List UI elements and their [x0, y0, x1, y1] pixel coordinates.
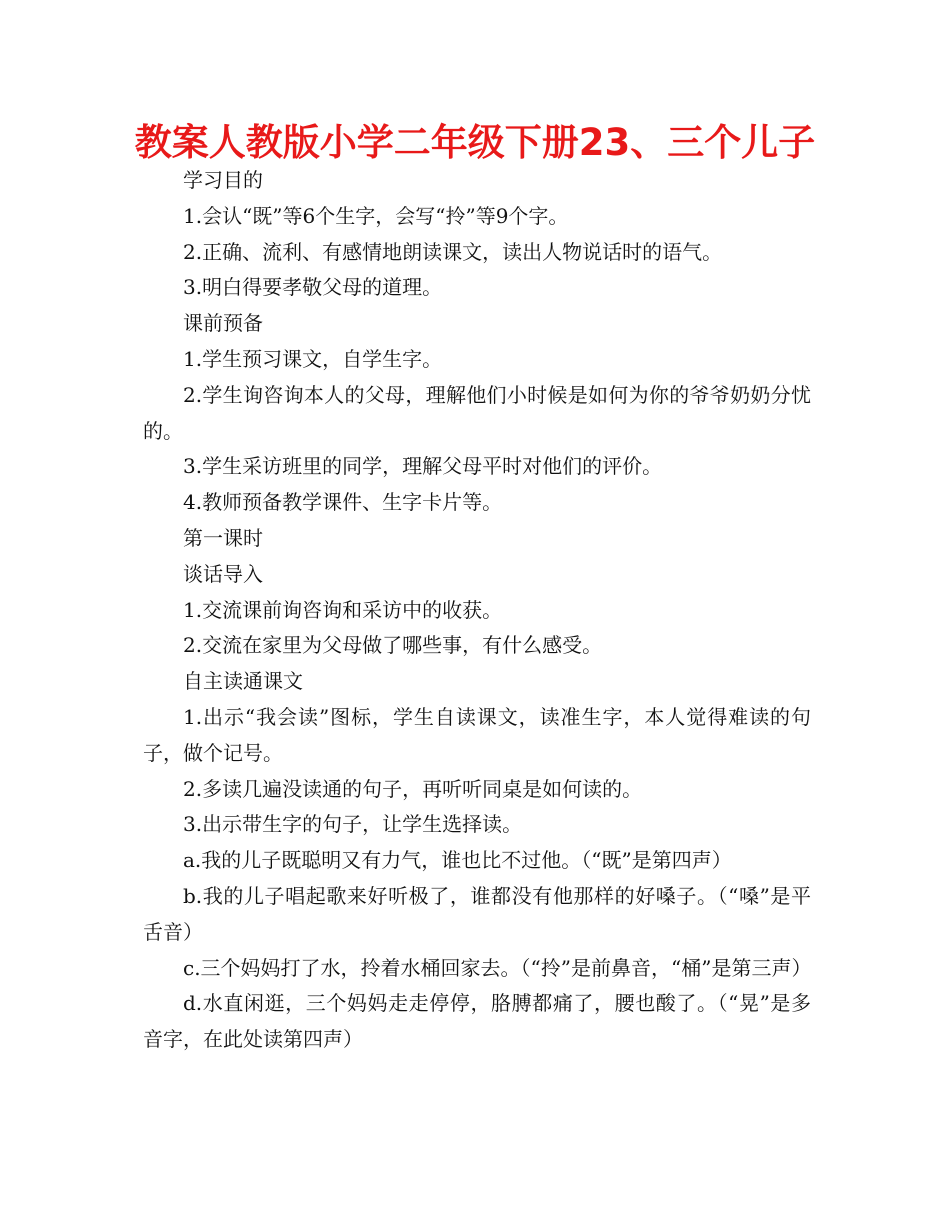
- subsection-heading-introduction: 谈话导入: [183, 561, 263, 586]
- sentence-item-c: c.三个妈妈打了水，拎着水桶回家去。（“拎”是前鼻音，“桶”是第三声）: [183, 955, 812, 980]
- introduction-item-1: 1.交流课前询咨询和采访中的收获。: [183, 597, 503, 622]
- reading-item-1: 1.出示“我会读”图标，学生自读课文，读准生字，本人觉得难读的句子，做个记号。: [143, 704, 811, 765]
- sentence-item-b: b.我的儿子唱起歌来好听极了，谁都没有他那样的好嗓子。（“嗓”是平舌音）: [143, 883, 811, 944]
- document-body: [143, 163, 811, 1058]
- goal-item-1: 1.会认“既”等6个生字，会写“拎”等9个字。: [183, 203, 569, 228]
- section-heading-goals: 学习目的: [183, 168, 263, 192]
- reading-item-3: 3.出示带生字的句子，让学生选择读。: [183, 812, 523, 837]
- document-title: 教案人教版小学二年级下册23、三个儿子: [134, 121, 816, 164]
- section-heading-preparation: 课前预备: [183, 311, 263, 336]
- introduction-item-2: 2.交流在家里为父母做了哪些事，有什么感受。: [183, 633, 603, 658]
- preparation-item-3: 3.学生采访班里的同学，理解父母平时对他们的评价。: [183, 454, 663, 479]
- subsection-heading-reading: 自主读通课文: [183, 669, 303, 694]
- sentence-item-d: d.水直闲逛，三个妈妈走走停停，胳膊都痛了，腰也酸了。（“晃”是多音字，在此处读第四声）: [143, 991, 811, 1052]
- preparation-item-1: 1.学生预习课文，自学生字。: [183, 346, 443, 371]
- reading-item-2: 2.多读几遍没读通的句子，再听听同桌是如何读的。: [183, 776, 643, 801]
- section-heading-first-lesson: 第一课时: [183, 525, 263, 550]
- sentence-item-a: a.我的儿子既聪明又有力气，谁也比不过他。（“既”是第四声）: [183, 848, 732, 873]
- preparation-item-2: 2.学生询咨询本人的父母，理解他们小时候是如何为你的爷爷奶奶分忧的。: [143, 382, 811, 443]
- goal-item-2: 2.正确、流利、有感情地朗读课文，读出人物说话时的语气。: [183, 239, 723, 264]
- goal-item-3: 3.明白得要孝敬父母的道理。: [183, 275, 443, 300]
- preparation-item-4: 4.教师预备教学课件、生字卡片等。: [183, 490, 503, 515]
